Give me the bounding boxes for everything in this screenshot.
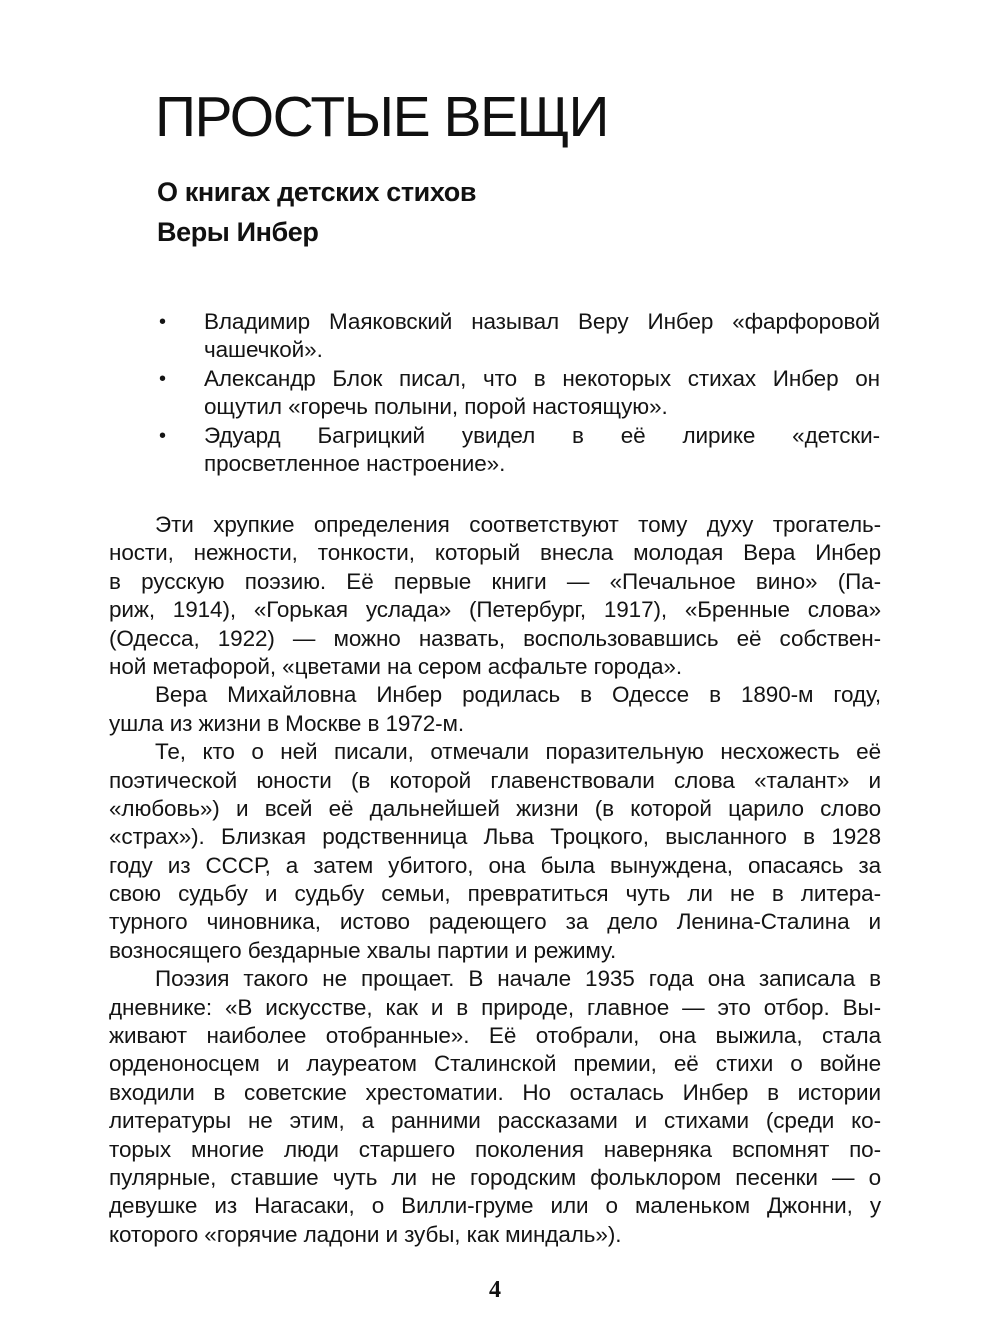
text-line: литературы не этим, а ранними рассказами и стихами (среди ко- [109, 1108, 881, 1134]
quote-list-item [157, 308, 880, 365]
text-line: ной метафорой, «цветами на сером асфальте города». [109, 653, 682, 679]
text-line: ушла из жизни в Москве в 1972-м. [109, 710, 465, 736]
paragraph [109, 738, 881, 965]
text-line: девушке из Нагасаки, о Вилли-груме или о маленьком Джонни, у [109, 1193, 881, 1219]
text-line: Александр Блок писал, что в некоторых стихах Инбер он [204, 365, 880, 391]
text-line: риж, 1914), «Горькая услада» (Петербург, 1917), «Бренные слова» [109, 597, 881, 623]
text-line: орденоносцем и лауреатом Сталинской премии, её стихи о войне [109, 1051, 881, 1077]
text-line: «любовь») и всей её дальнейшей жизни (в которой царило слово [109, 795, 881, 821]
text-line: «страх»). Близкая родственница Льва Троцкого, высланного в 1928 [109, 824, 881, 850]
text-line: поэтической юности (в которой главенствовали слова «талант» и [109, 767, 881, 793]
text-line: входили в советские хрестоматии. Но осталась Инбер в истории [109, 1079, 881, 1105]
text-line: в русскую поэзию. Её первые книги — «Печальное вино» (Па- [109, 568, 881, 594]
quote-list [157, 308, 880, 478]
text-line: ности, нежности, тонкости, который внесла молодая Вера Инбер [109, 540, 881, 566]
text-line: Поэзия такого не прощает. В начале 1935 года она записала в [155, 966, 881, 992]
article-body [109, 511, 881, 1249]
text-line: году из СССР, а затем убитого, она была вынуждена, опасаясь за [109, 852, 881, 878]
text-line: пулярные, ставшие чуть ли не городским фольклором песенки — о [109, 1164, 881, 1190]
page-number: 4 [489, 1277, 501, 1303]
subtitle-line: О книгах детских стихов [157, 177, 477, 207]
text-line: просветленное настроение». [204, 450, 506, 476]
text-line: Эти хрупкие определения соответствуют тому духу трогатель- [155, 512, 881, 537]
paragraph [109, 965, 881, 1249]
text-line: которого «горячие ладони и зубы, как миндаль»). [109, 1221, 622, 1247]
bullet-marker: • [159, 311, 167, 333]
quote-list-item [157, 365, 880, 422]
text-line: ощутил «горечь полыни, порой настоящую». [204, 394, 668, 420]
text-line: Эдуард Багрицкий увидел в её лирике «детски- [204, 422, 880, 448]
subtitle-line: Веры Инбер [157, 217, 319, 247]
text-line: возносящего бездарные хвалы партии и режиму. [109, 937, 617, 963]
bullet-marker: • [159, 424, 167, 447]
text-line: турного чиновника, истово радеющего за дело Ленина-Сталина и [109, 909, 881, 935]
chapter-subtitle [157, 172, 476, 252]
text-line: Владимир Маяковский называл Веру Инбер «фарфоровой [204, 309, 880, 334]
text-line: торых многие люди старшего поколения наверняка вспомнят по- [109, 1136, 881, 1162]
quote-list-item [157, 422, 880, 479]
chapter-title: ПРОСТЫЕ ВЕЩИ [155, 85, 608, 149]
text-line: Те, кто о ней писали, отмечали поразительную несхожесть её [155, 739, 881, 765]
paragraph [109, 511, 881, 681]
bullet-marker: • [159, 367, 167, 390]
text-line: свою судьбу и судьбу семьи, превратиться чуть ли не в литера- [109, 881, 881, 907]
text-line: живают наиболее отобранные». Её отобрали, она выжила, стала [109, 1023, 881, 1049]
text-line: чашечкой». [204, 337, 323, 363]
text-line: дневнике: «В искусстве, как и в природе, главное — это отбор. Вы- [109, 994, 881, 1020]
text-line: Вера Михайловна Инбер родилась в Одессе в 1890-м году, [155, 682, 881, 708]
text-line: (Одесса, 1922) — можно назвать, воспользовавшись её собствен- [109, 625, 881, 651]
paragraph [109, 681, 881, 738]
